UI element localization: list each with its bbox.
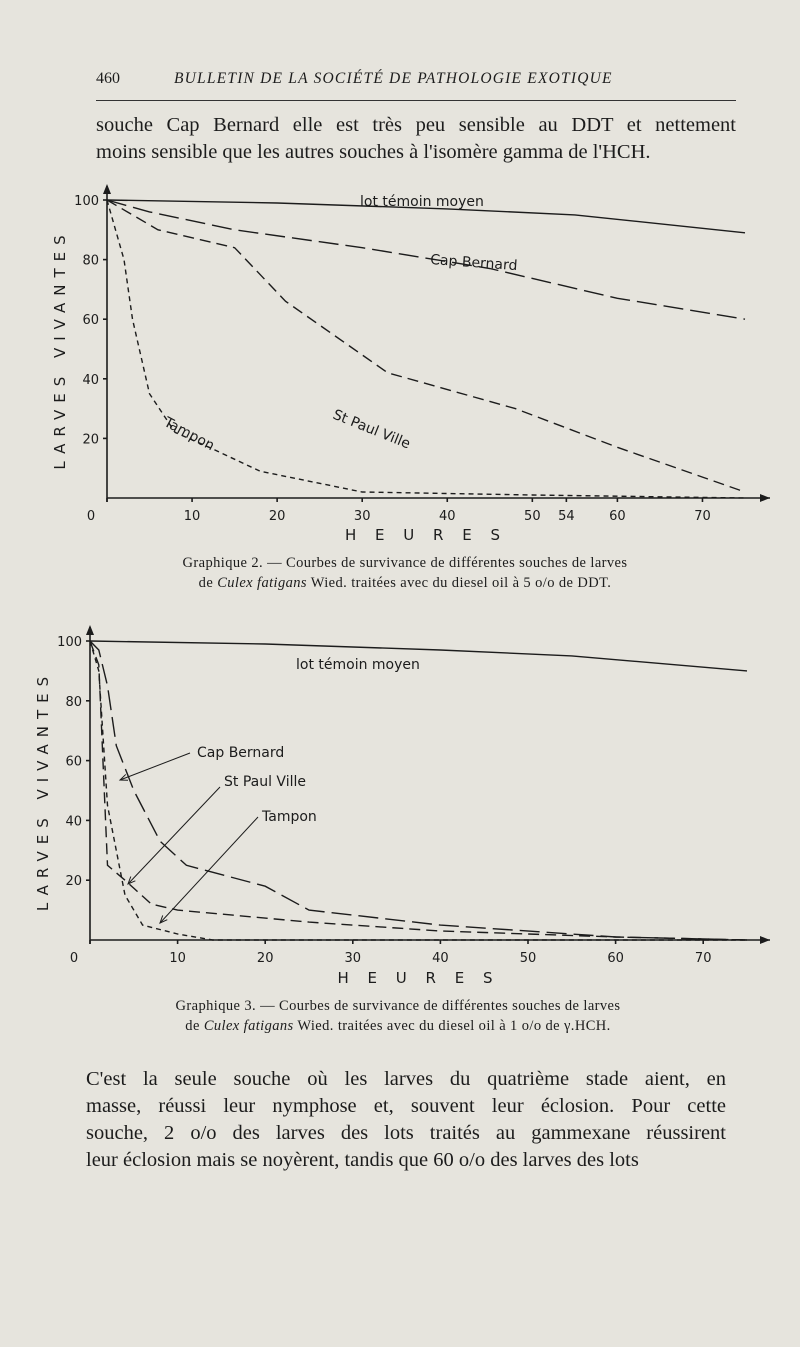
- caption-post: Wied. traitées avec du diesel oil à 1 o/o de γ.HCH.: [293, 1018, 611, 1034]
- x-tick-label: 60: [607, 951, 624, 966]
- series-line-3: [90, 641, 747, 940]
- y-axis-arrow: [86, 625, 94, 635]
- paragraph-line: souche Cap Bernard elle est très peu sensible au DDT et nettement: [96, 114, 736, 136]
- series-label: Cap Bernard: [197, 745, 285, 761]
- x-axis-label: H E U R E S: [337, 969, 500, 987]
- series-label: Tampon: [262, 809, 317, 825]
- x-tick-label: 0: [69, 951, 79, 966]
- graph-3-chart: [0, 605, 800, 990]
- y-axis-label: LARVES VIVANTES: [51, 228, 69, 470]
- paragraph-top: [96, 112, 736, 166]
- x-tick-label: 10: [183, 509, 201, 524]
- x-tick-label: 30: [344, 951, 362, 966]
- series-label: St Paul Ville: [224, 774, 306, 790]
- caption-graph-2: [110, 553, 700, 593]
- x-tick-label: 10: [169, 951, 186, 966]
- x-tick-label: 50: [519, 951, 537, 966]
- caption-line: [98, 1016, 698, 1036]
- x-tick-label: 70: [694, 509, 711, 524]
- y-tick-label: 60: [65, 754, 82, 770]
- running-head: BULLETIN DE LA SOCIÉTÉ DE PATHOLOGIE EXOTIQUE: [174, 70, 613, 87]
- x-tick-label: 54: [558, 509, 575, 524]
- x-tick-label: 40: [432, 951, 449, 966]
- y-tick-label: 40: [82, 372, 99, 388]
- caption-line: [110, 573, 700, 593]
- x-tick-label: 70: [694, 951, 712, 966]
- y-tick-label: 20: [82, 432, 99, 448]
- caption-line: Graphique 3. — Courbes de survivance de différentes souches de larves: [175, 998, 621, 1014]
- page-header: [96, 66, 736, 101]
- series-label: lot témoin moyen: [296, 657, 420, 673]
- y-tick-label: 40: [65, 814, 82, 830]
- graph-2-chart: [0, 180, 800, 550]
- paragraph-line: moins sensible que les autres souches à l'isomère gamma de l'HCH.: [96, 141, 651, 163]
- caption-line: Graphique 2. — Courbes de survivance de différentes souches de larves: [182, 555, 628, 571]
- paragraph-line: C'est la seule souche où les larves du quatrième stade aient, en: [86, 1068, 726, 1090]
- x-tick-label: 20: [268, 509, 286, 524]
- y-axis-label: LARVES VIVANTES: [34, 669, 52, 912]
- x-tick-label: 20: [256, 951, 274, 966]
- paragraph-line: souche, 2 o/o des larves des lots traités au gammexane réussirent: [86, 1122, 726, 1144]
- paragraph-line: leur éclosion mais se noyèrent, tandis que 60 o/o des larves des lots: [86, 1149, 639, 1171]
- leader-line: [128, 787, 220, 884]
- x-axis-label: H E U R E S: [345, 526, 507, 544]
- x-tick-label: 40: [438, 509, 456, 524]
- leader-line: [160, 817, 258, 923]
- y-tick-label: 100: [74, 194, 99, 209]
- y-tick-label: 60: [82, 313, 99, 329]
- x-axis-arrow: [760, 936, 770, 944]
- series-line-2: [90, 641, 747, 940]
- series-label: lot témoin moyen: [360, 194, 484, 210]
- x-tick-label: 60: [609, 509, 626, 524]
- paragraph-line: masse, réussi leur nymphose et, souvent leur éclosion. Pour cette: [86, 1095, 726, 1117]
- page-number: 460: [96, 70, 120, 87]
- y-axis-arrow: [103, 184, 111, 194]
- series-label: Cap Bernard: [429, 252, 518, 275]
- caption-pre: de: [198, 575, 218, 591]
- y-tick-label: 80: [65, 694, 82, 710]
- y-tick-label: 20: [65, 874, 82, 890]
- series-label: Tampon: [161, 414, 218, 455]
- caption-post: Wied. traitées avec du diesel oil à 5 o/o de DDT.: [306, 575, 612, 591]
- y-tick-label: 100: [57, 635, 82, 650]
- series-line-3: [107, 200, 745, 498]
- paragraph-bottom: [86, 1066, 726, 1174]
- species-name: Culex fatigans: [217, 575, 307, 591]
- x-tick-label: 30: [353, 509, 371, 524]
- caption-graph-3: [98, 996, 698, 1036]
- series-line-1: [90, 641, 747, 940]
- y-tick-label: 80: [82, 253, 99, 269]
- species-name: Culex fatigans: [203, 1018, 294, 1034]
- x-tick-label: 50: [524, 509, 541, 524]
- x-tick-label: 0: [86, 509, 96, 524]
- x-axis-arrow: [760, 494, 770, 502]
- series-line-1: [107, 200, 745, 319]
- leader-line: [120, 753, 190, 780]
- series-label: St Paul Ville: [330, 406, 413, 453]
- caption-pre: de: [185, 1018, 204, 1034]
